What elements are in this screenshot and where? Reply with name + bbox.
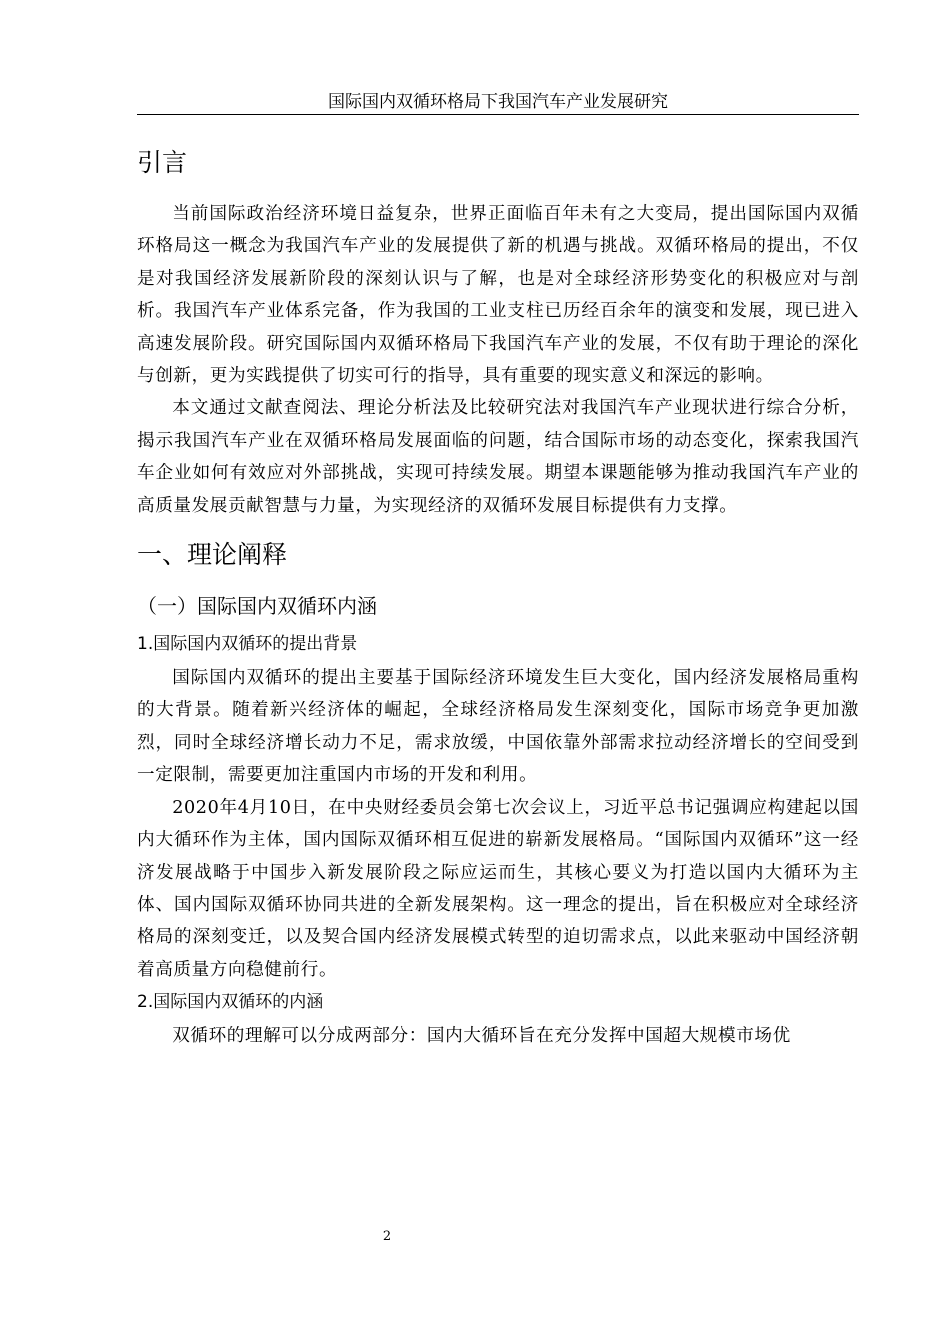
item-1-paragraph-2: 2020年4月10日，在中央财经委员会第七次会议上，习近平总书记强调应构建起以国内大循环作为主体，国内国际双循环相互促进的崭新发展格局。“国际国内双循环”这一经济发展战略于中国步入新发展阶段之际应运而生，其核心要义为打造以国内大循环为主体、国内国际双循环协同共进的全新发展架构。这一理念的提出，旨在积极应对全球经济格局的深刻变迁，以及契合国内经济发展模式转型的迫切需求点，以此来驱动中国经济朝着高质量方向稳健前行。 (137, 797, 859, 980)
page-content (137, 140, 859, 1053)
header-rule (137, 114, 859, 115)
item-1-paragraph-1: 国际国内双循环的提出主要基于国际经济环境发生巨大变化，国内经济发展格局重构的大背景。随着新兴经济体的崛起，全球经济格局发生深刻变化，国际市场竞争更加激烈，同时全球经济增长动力不足，需求放缓，中国依靠外部需求拉动经济增长的空间受到一定限制，需要更加注重国内市场的开发和利用。 (137, 668, 859, 786)
intro-paragraph-1: 当前国际政治经济环境日益复杂，世界正面临百年未有之大变局，提出国际国内双循环格局这一概念为我国汽车产业的发展提供了新的机遇与挑战。双循环格局的提出，不仅是对我国经济发展新阶段的深刻认识与了解，也是对全球经济形势变化的积极应对与剖析。我国汽车产业体系完备，作为我国的工业支柱已历经百余年的演变和发展，现已进入高速发展阶段。研究国际国内双循环格局下我国汽车产业的发展，不仅有助于理论的深化与创新，更为实践提供了切实可行的指导，具有重要的现实意义和深远的影响。 (137, 204, 859, 387)
item-1-heading: 1.国际国内双循环的提出背景 (137, 634, 358, 655)
subsection-1-heading: （一）国际国内双循环内涵 (137, 594, 377, 619)
running-header: 国际国内双循环格局下我国汽车产业发展研究 (328, 92, 668, 112)
intro-heading: 引言 (137, 148, 188, 177)
item-2-heading: 2.国际国内双循环的内涵 (137, 992, 324, 1013)
section-1-heading: 一、理论阐释 (137, 540, 288, 570)
item-2-paragraph-1: 双循环的理解可以分成两部分：国内大循环旨在充分发挥中国超大规模市场优 (172, 1026, 791, 1047)
intro-paragraph-2: 本文通过文献查阅法、理论分析法及比较研究法对我国汽车产业现状进行综合分析，揭示我国汽车产业在双循环格局发展面临的问题，结合国际市场的动态变化，探索我国汽车企业如何有效应对外部挑战，实现可持续发展。期望本课题能够为推动我国汽车产业的高质量发展贡献智慧与力量，为实现经济的双循环发展目标提供有力支撑。 (137, 398, 859, 516)
page-number: 2 (382, 1229, 392, 1244)
